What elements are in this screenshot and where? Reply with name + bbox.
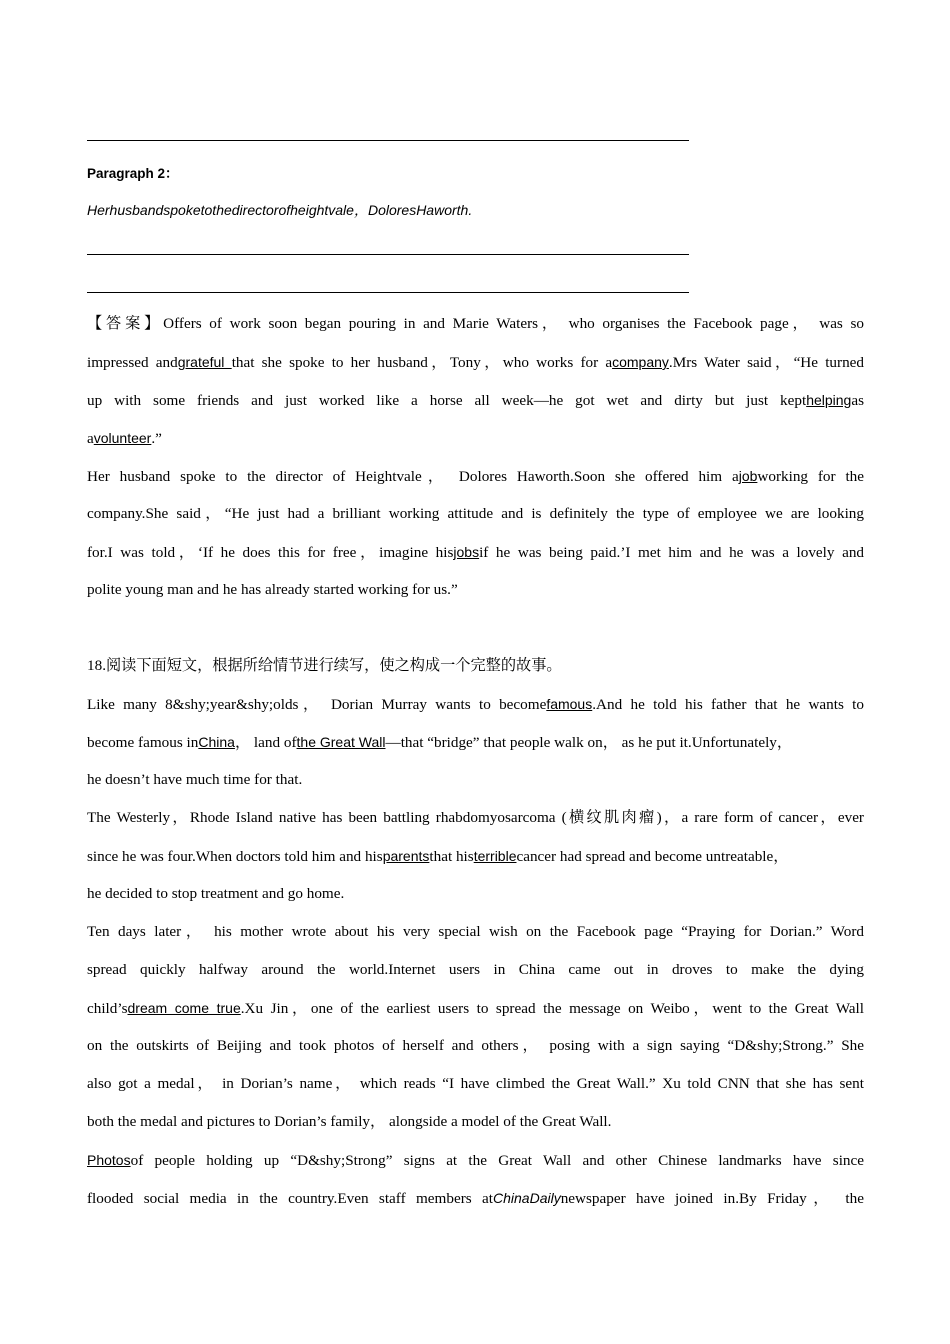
paragraph-opening-sentence: Herhusbandspoketothedirectorofheightvale，DoloresHaworth. xyxy=(87,202,473,218)
passage-line: child’sdream come true.Xu Jin，one of the earliest users to spread the message on Weibo，went to the Great Wall xyxy=(87,1000,864,1017)
filled-word: jobs xyxy=(453,544,480,560)
answer-line: impressed andgrateful that she spoke to her husband，Tony，who works for acompany.Mrs Water said，“He turned xyxy=(87,354,865,371)
question-title: 18.阅读下面短文，根据所给情节进行续写，使之构成一个完整的故事。 xyxy=(87,657,562,674)
filled-word: helping xyxy=(806,392,852,408)
answer-line: up with some friends and just worked like a horse all week—he got wet and dirty but just kepthelpingas xyxy=(87,392,864,409)
passage-line: spread quickly halfway around the world.Internet users in China came out in droves to make the dying xyxy=(87,961,864,978)
passage-line: on the outskirts of Beijing and took photos of herself and others， posing with a sign saying “D&shy;Strong.” She xyxy=(87,1037,864,1054)
passage-line: become famous inChina， land ofthe Great Wall—that “bridge” that people walk on， as he put it.Unfortunately， xyxy=(87,734,793,751)
passage-line: he decided to stop treatment and go home. xyxy=(87,885,345,902)
filled-word: terrible xyxy=(473,848,517,864)
passage-line: Photosof people holding up “D&shy;Strong” signs at the Great Wall and other Chinese landmarks have since xyxy=(87,1152,864,1169)
passage-line: since he was four.When doctors told him and hisparentsthat histerriblecancer had spread and become untreatable， xyxy=(87,848,789,865)
answer-line: company.She said，“He just had a brilliant working attitude and is definitely the type of employee we are looking xyxy=(87,505,864,522)
passage-line: he doesn’t have much time for that. xyxy=(87,771,303,788)
filled-word: parents xyxy=(382,848,430,864)
blank-answer-line xyxy=(87,254,689,255)
blank-answer-line xyxy=(87,292,689,293)
answer-line: for.I was told，‘If he does this for free，imagine hisjobsif he was being paid.’I met him and he was a lovely and xyxy=(87,544,865,561)
filled-word: job xyxy=(738,468,758,484)
passage-line: Like many 8&shy;year&shy;olds， Dorian Murray wants to becomefamous.And he told his father that he wants to xyxy=(87,696,864,713)
filled-word: company xyxy=(612,354,669,370)
passage-line: both the medal and pictures to Dorian’s family， alongside a model of the Great Wall. xyxy=(87,1113,612,1130)
filled-word: the Great Wall xyxy=(296,734,386,750)
filled-word: dream come true xyxy=(127,1000,241,1016)
passage-line: flooded social media in the country.Even staff members atChinaDailynewspaper have joined in.By Friday， the xyxy=(87,1190,864,1207)
filled-word: famous xyxy=(546,696,593,712)
filled-word: Photos xyxy=(87,1152,131,1168)
answer-line: polite young man and he has already started working for us.” xyxy=(87,581,458,598)
answer-line: 【答案】Offers of work soon began pouring in and Marie Waters， who organises the Facebook page， was so xyxy=(87,315,864,332)
passage-line: The Westerly，Rhode Island native has been battling rhabdomyosarcoma (横纹肌肉瘤)，a rare form of cancer，ever xyxy=(87,809,864,826)
newspaper-name: ChinaDaily xyxy=(493,1190,561,1206)
paragraph-label: Paragraph 2： xyxy=(87,166,179,181)
passage-line: Ten days later， his mother wrote about his very special wish on the Facebook page “Praying for Dorian.” Word xyxy=(87,923,864,940)
answer-line: Her husband spoke to the director of Heightvale， Dolores Haworth.Soon she offered him ajobworking for the xyxy=(87,468,865,485)
filled-word: grateful xyxy=(177,354,232,370)
passage-line: also got a medal， in Dorian’s name， which reads “I have climbed the Great Wall.” Xu told CNN that she has sent xyxy=(87,1075,864,1092)
blank-answer-line xyxy=(87,140,689,141)
filled-word: China xyxy=(198,734,235,750)
answer-line: avolunteer.” xyxy=(87,430,162,447)
filled-word: volunteer xyxy=(93,430,152,446)
